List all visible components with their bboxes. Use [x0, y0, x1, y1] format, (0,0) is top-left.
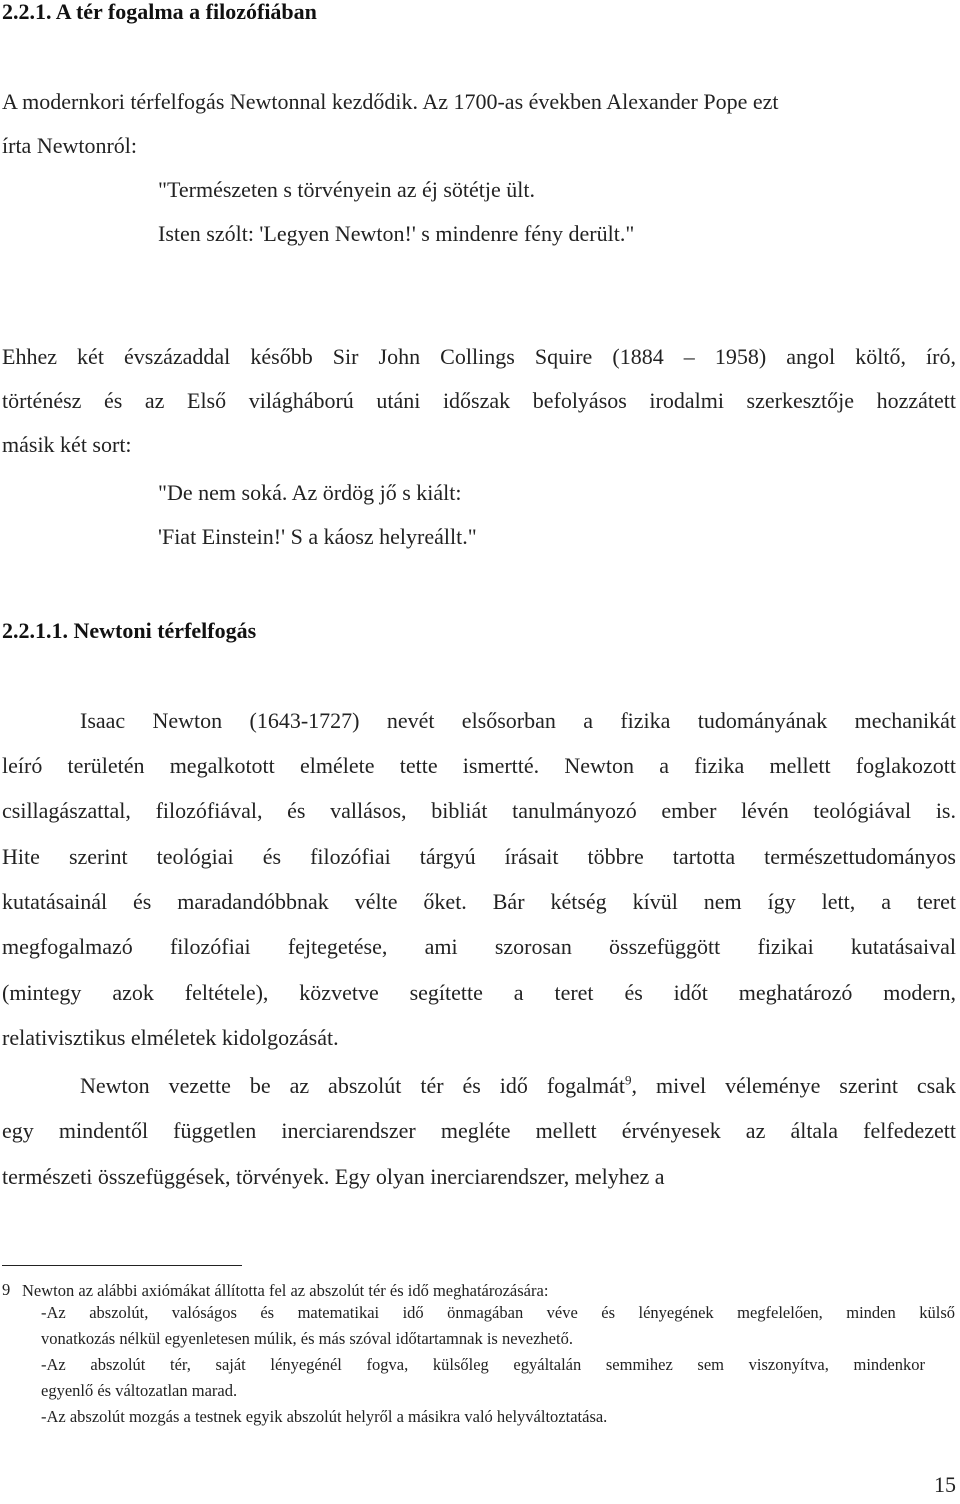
- footnote-item-3-line-1: -Az abszolút mozgás a testnek egyik abszolút helyről a másikra való helyváltoztatása.: [41, 1407, 608, 1426]
- footnote-item-2-line-1: -Az abszolút tér, saját lényegénél fogva, külsőleg egyáltalán semmihez sem viszonyítva, mindenkor: [41, 1355, 925, 1374]
- squire-line-3: másik két sort:: [2, 432, 132, 457]
- para1-line: Hite szerint teológiai és filozófiai tárgyú írásait többre tartotta természettudományos: [2, 844, 956, 869]
- section-heading: 2.2.1. A tér fogalma a filozófiában: [2, 0, 317, 24]
- pope-quote-line-1: "Természeten s törvényein az éj sötétje ült.: [158, 177, 536, 202]
- footnote-item-1-line-1: -Az abszolút, valóságos és matematikai idő önmagában véve és lényegének megfelelően, minden külső: [41, 1303, 955, 1322]
- para1-line: kutatásainál és maradandóbbnak vélte őket. Bár kétség kívül nem így lett, a teret: [2, 889, 956, 914]
- para1-line: csillagászattal, filozófiával, és vallásos, bibliát tanulmányozó ember lévén teológiával is.: [2, 798, 956, 823]
- squire-line-1: Ehhez két évszázaddal később Sir John Collings Squire (1884 – 1958) angol költő, író,: [2, 344, 956, 369]
- pope-quote-line-2: Isten szólt: 'Legyen Newton!' s mindenre fény derült.": [158, 221, 635, 246]
- para1-line: Isaac Newton (1643-1727) nevét elsősorban a fizika tudományának mechanikát: [80, 708, 956, 733]
- para2-line-3: természeti összefüggések, törvények. Egy olyan inerciarendszer, melyhez a: [2, 1164, 665, 1189]
- para1-line: leíró területén megalkotott elmélete tette ismertté. Newton a fizika mellett foglakozott: [2, 753, 956, 778]
- para1-line: megfogalmazó filozófiai fejtegetése, ami szorosan összefüggött fizikai kutatásaival: [2, 934, 956, 959]
- squire-quote-line-2: 'Fiat Einstein!' S a káosz helyreállt.": [158, 524, 477, 549]
- footnote-item-1-line-2: vonatkozás nélkül egyenletesen múlik, és más szóval időtartamnak is nevezhető.: [41, 1329, 573, 1348]
- footnote-intro: Newton az alábbi axiómákat állította fel az abszolút tér és idő meghatározására:: [22, 1281, 549, 1300]
- subsection-heading: 2.2.1.1. Newtoni térfelfogás: [2, 618, 257, 643]
- squire-quote-line-1: "De nem soká. Az ördög jő s kiált:: [158, 480, 462, 505]
- para2-line-2: egy mindentől független inerciarendszer megléte mellett érvényesek az általa felfedezett: [2, 1118, 956, 1143]
- intro-line-2: írta Newtonról:: [2, 133, 138, 158]
- footnote-separator: [2, 1265, 242, 1266]
- para1-line: (mintegy azok feltétele), közvetve segítette a teret és időt meghatározó modern,: [2, 980, 956, 1005]
- footnote-item-2-line-2: egyenlő és változatlan marad.: [41, 1381, 238, 1400]
- intro-line-1: A modernkori térfelfogás Newtonnal kezdődik. Az 1700-as években Alexander Pope ezt: [2, 89, 779, 114]
- para2-line-1: Newton vezette be az abszolút tér és idő fogalmát$^9$, mivel véleménye szerint csak: [80, 1072, 956, 1098]
- squire-line-2: történész és az Első világháború utáni időszak befolyásos irodalmi szerkesztője hozzátett: [2, 388, 956, 413]
- page-number: 15: [934, 1472, 956, 1497]
- footnote-number: 9: [2, 1280, 11, 1299]
- footnote-reference: 9: [625, 1072, 632, 1088]
- para1-last-line: relativisztikus elméletek kidolgozását.: [2, 1025, 339, 1050]
